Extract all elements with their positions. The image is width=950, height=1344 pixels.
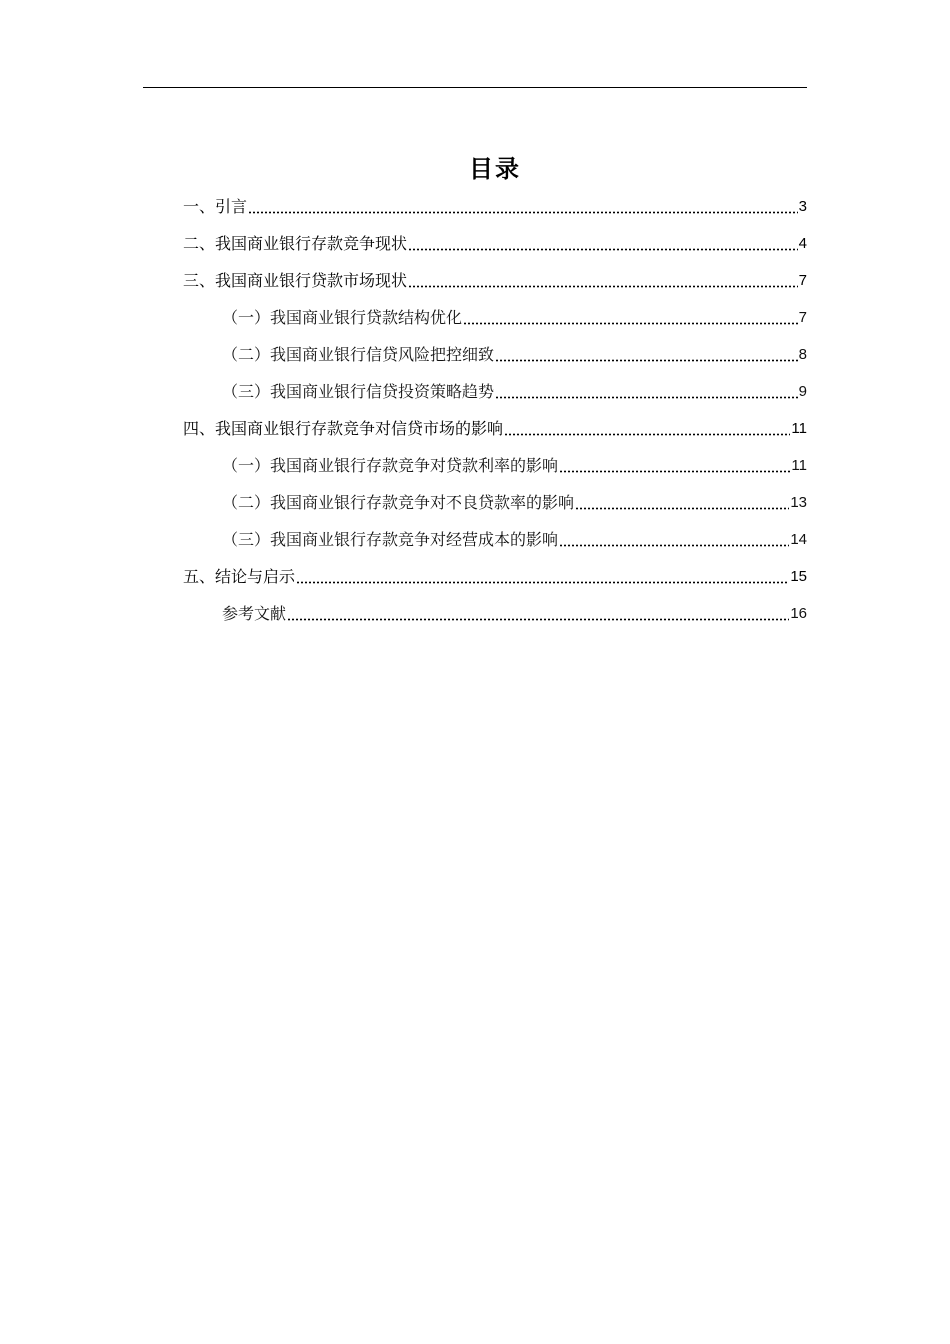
dot-leader [463,322,798,325]
toc-entry-label: （二）我国商业银行信贷风险把控细致 [222,345,495,364]
toc-entry-deposit-competition-status[interactable] [183,227,807,255]
dot-leader [296,581,789,584]
dot-leader [408,248,798,251]
toc-entry-page-number: 13 [790,494,807,511]
toc-entry-page-number: 15 [790,568,807,585]
toc-entry-page-number: 8 [798,346,807,363]
toc-entry-label: （二）我国商业银行存款竞争对不良贷款率的影响 [222,493,575,512]
dot-leader [559,470,790,473]
toc-entry-page-number: 14 [790,531,807,548]
toc-entry-page-number: 7 [798,309,807,326]
toc-entry-label: 五、结论与启示 [183,567,296,586]
dot-leader [504,433,790,436]
toc-entry-page-number: 16 [790,605,807,622]
toc-entry-page-number: 3 [798,198,807,215]
toc-entry-page-number: 9 [798,383,807,400]
toc-entry-references[interactable] [222,597,807,625]
toc-entry-competition-impact[interactable] [183,412,807,440]
dot-leader [559,544,789,547]
header-rule [143,87,807,88]
toc-entry-loan-market-status[interactable] [183,264,807,292]
toc-entry-impact-npl-ratio[interactable] [222,486,807,514]
toc-entry-label: （三）我国商业银行信贷投资策略趋势 [222,382,495,401]
toc-entry-page-number: 4 [798,235,807,252]
toc-entry-conclusion[interactable] [183,560,807,588]
toc-entry-label: （一）我国商业银行贷款结构优化 [222,308,463,327]
toc-entry-label: 四、我国商业银行存款竞争对信贷市场的影响 [183,419,504,438]
dot-leader [495,396,798,399]
dot-leader [495,359,798,362]
toc-entry-label: （三）我国商业银行存款竞争对经营成本的影响 [222,530,559,549]
toc-entry-introduction[interactable] [183,190,807,218]
toc-entry-label: 一、引言 [183,197,248,216]
dot-leader [287,618,789,621]
dot-leader [408,285,798,288]
toc-title: 目录 [469,155,521,183]
toc-entry-investment-strategy[interactable] [222,375,807,403]
toc-entry-loan-structure[interactable] [222,301,807,329]
toc-entry-impact-loan-rate[interactable] [222,449,807,477]
toc-entry-label: 二、我国商业银行存款竞争现状 [183,234,408,253]
toc-entry-impact-operating-cost[interactable] [222,523,807,551]
toc-entry-label: 三、我国商业银行贷款市场现状 [183,271,408,290]
toc-entry-page-number: 11 [791,420,807,437]
dot-leader [575,507,789,510]
toc-entry-label: 参考文献 [222,604,287,623]
toc-entry-page-number: 7 [798,272,807,289]
dot-leader [248,211,798,214]
toc-entry-label: （一）我国商业银行存款竞争对贷款利率的影响 [222,456,559,475]
toc-entry-page-number: 11 [791,457,807,474]
toc-entry-credit-risk[interactable] [222,338,807,366]
